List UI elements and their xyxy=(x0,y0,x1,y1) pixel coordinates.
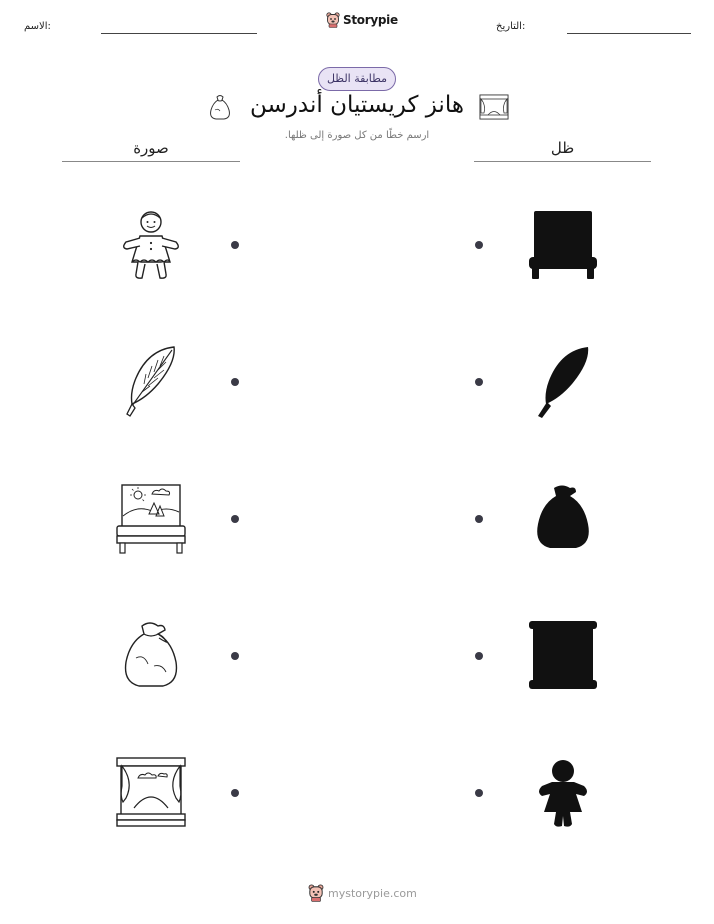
picture-dot-3[interactable] xyxy=(231,515,239,523)
picture-column-rule xyxy=(62,161,240,162)
shadow-dot-1[interactable] xyxy=(475,241,483,249)
gingerbread-girl-picture xyxy=(118,208,184,282)
gingerbread-shadow xyxy=(532,758,594,828)
picture-column-header: صورة xyxy=(133,139,169,157)
page-title: هانز كريستيان أندرسن xyxy=(250,92,464,118)
picture-dot-4[interactable] xyxy=(231,652,239,660)
bear-icon xyxy=(326,12,340,28)
date-label: التاريخ: xyxy=(496,21,526,32)
instructions: ارسم خطًا من كل صورة إلى ظلها. xyxy=(284,130,430,141)
picture-dot-5[interactable] xyxy=(231,789,239,797)
footer-url[interactable]: mystorypie.com xyxy=(328,886,417,900)
window-icon xyxy=(478,93,510,121)
shadow-dot-2[interactable] xyxy=(475,378,483,386)
bear-icon xyxy=(308,884,324,902)
brand-name: Storypie xyxy=(343,13,398,27)
activity-badge: مطابقة الظل xyxy=(318,67,396,91)
shadow-dot-5[interactable] xyxy=(475,789,483,797)
cabinet-shadow xyxy=(526,618,600,692)
sack-picture xyxy=(118,620,184,690)
name-line[interactable] xyxy=(101,33,257,34)
sack-shadow xyxy=(530,484,596,552)
date-line[interactable] xyxy=(567,33,691,34)
quill-feather-picture xyxy=(120,344,180,420)
shadow-dot-3[interactable] xyxy=(475,515,483,523)
wardrobe-shadow xyxy=(526,208,600,282)
shadow-column-rule xyxy=(474,161,651,162)
quill-shadow xyxy=(532,344,592,420)
picture-dot-1[interactable] xyxy=(231,241,239,249)
window-with-curtains-picture xyxy=(114,756,188,828)
sack-icon xyxy=(206,92,234,122)
name-label: الاسم: xyxy=(24,21,51,32)
brand-logo xyxy=(326,12,398,28)
bed-with-landscape-picture xyxy=(114,482,188,556)
shadow-column-header: ظل xyxy=(550,139,575,157)
shadow-dot-4[interactable] xyxy=(475,652,483,660)
picture-dot-2[interactable] xyxy=(231,378,239,386)
footer xyxy=(308,884,417,902)
